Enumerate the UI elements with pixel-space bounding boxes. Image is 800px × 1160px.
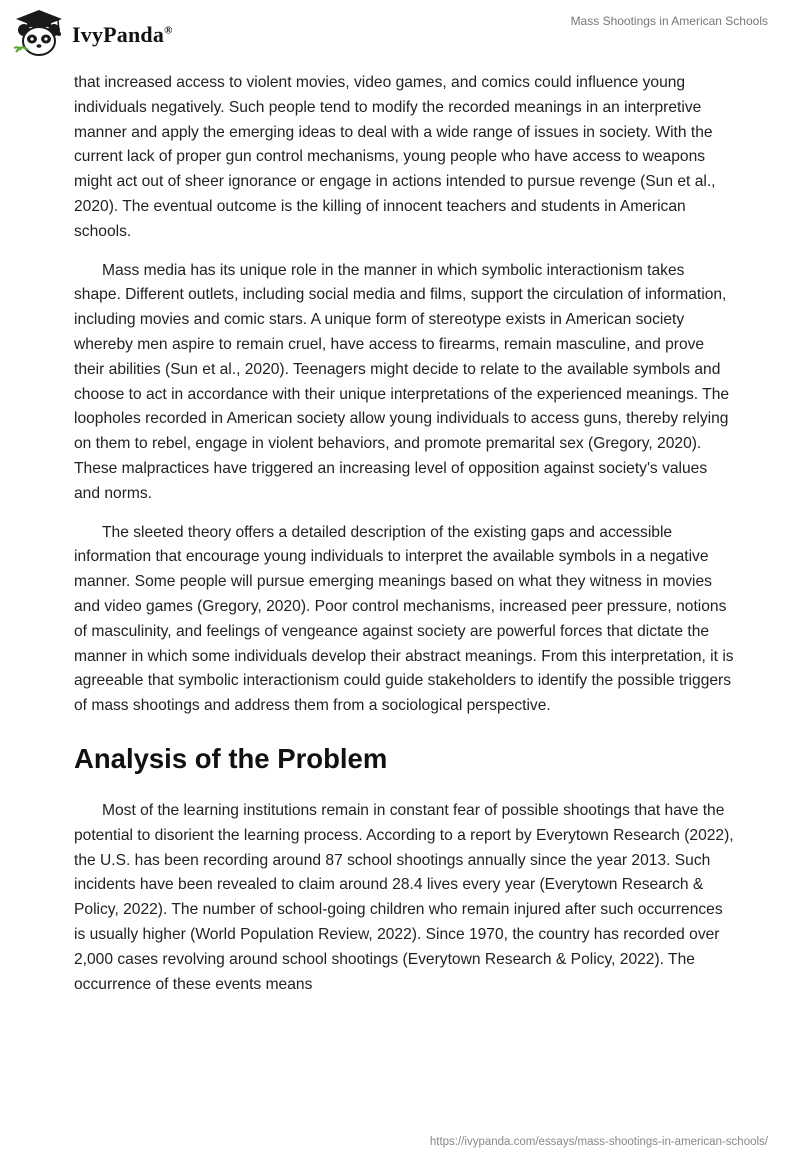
paragraph-mass-media: Mass media has its unique role in the manner in which symbolic interactionism takes shape. Different outlets, including social media and films, support the circulation of information, including movies and comic stars. A unique form of stereotype exists in American society whereby men aspire to remain cruel, have access to firearms, remain masculine, and prove their abilities (Sun et al., 2020). Teenagers might decide to relate to the available symbols and choose to act in accordance with their unique interpretations of the experienced meanings. The loopholes recorded in American society allow young individuals to access guns, thereby relying on them to rebel, engage in violent behaviors, and promote premarital sex (Gregory, 2020). These malpractices have triggered an increasing level of opposition against society's values and norms. <box>74 261 730 502</box>
document-title: Mass Shootings in American Schools <box>570 14 768 28</box>
section-heading: Analysis of the Problem <box>74 742 388 774</box>
paragraph-theory: The sleeted theory offers a detailed description of the existing gaps and accessible information that encourage young individuals to interpret the available symbols in a negative manner. Some people will pursue emerging meanings based on what they witness in movies and video games (Gregory, 2020). Poor control mechanisms, increased peer pressure, notions of masculinity, and feelings of vengeance against society are powerful forces that dictate the manner in which some individuals develop their abstract meanings. From this interpretation, it is agreeable that symbolic interactionism could guide stakeholders to identify the possible triggers of mass shootings and address them from a sociological perspective. <box>74 523 734 715</box>
brand-name: IvyPanda® <box>72 22 173 47</box>
ivypanda-logo[interactable] <box>12 8 173 58</box>
panda-graduate-icon <box>12 8 66 58</box>
source-url[interactable]: https://ivypanda.com/essays/mass-shootings-in-american-schools/ <box>429 1136 768 1148</box>
paragraph-analysis: Most of the learning institutions remain in constant fear of possible shootings that have the potential to disorient the learning process. According to a report by Everytown Research (2022), the U.S. has been recording around 87 school shootings annually since the year 2013. Such incidents have been revealed to claim around 28.4 lives every year (Everytown Research & Policy, 2022). The number of school-going children who remain injured after such occurrences is usually higher (World Population Review, 2022). Since 1970, the country has recorded over 2,000 cases revolving around school shootings (Everytown Research & Policy, 2022). The occurrence of these events means <box>74 801 734 993</box>
essay-body <box>74 71 734 1011</box>
page-header <box>0 0 800 70</box>
paragraph-continued: that increased access to violent movies, video games, and comics could influence young individuals negatively. Such people tend to modify the recorded meanings in an interpretive manner and apply the emerging ideas to deal with a wide range of issues in society. With the current lack of proper gun control mechanisms, young people who have access to weapons might act out of sheer ignorance or engage in actions intended to pursue revenge (Sun et al., 2020). The eventual outcome is the killing of innocent teachers and students in American schools. <box>74 74 716 240</box>
